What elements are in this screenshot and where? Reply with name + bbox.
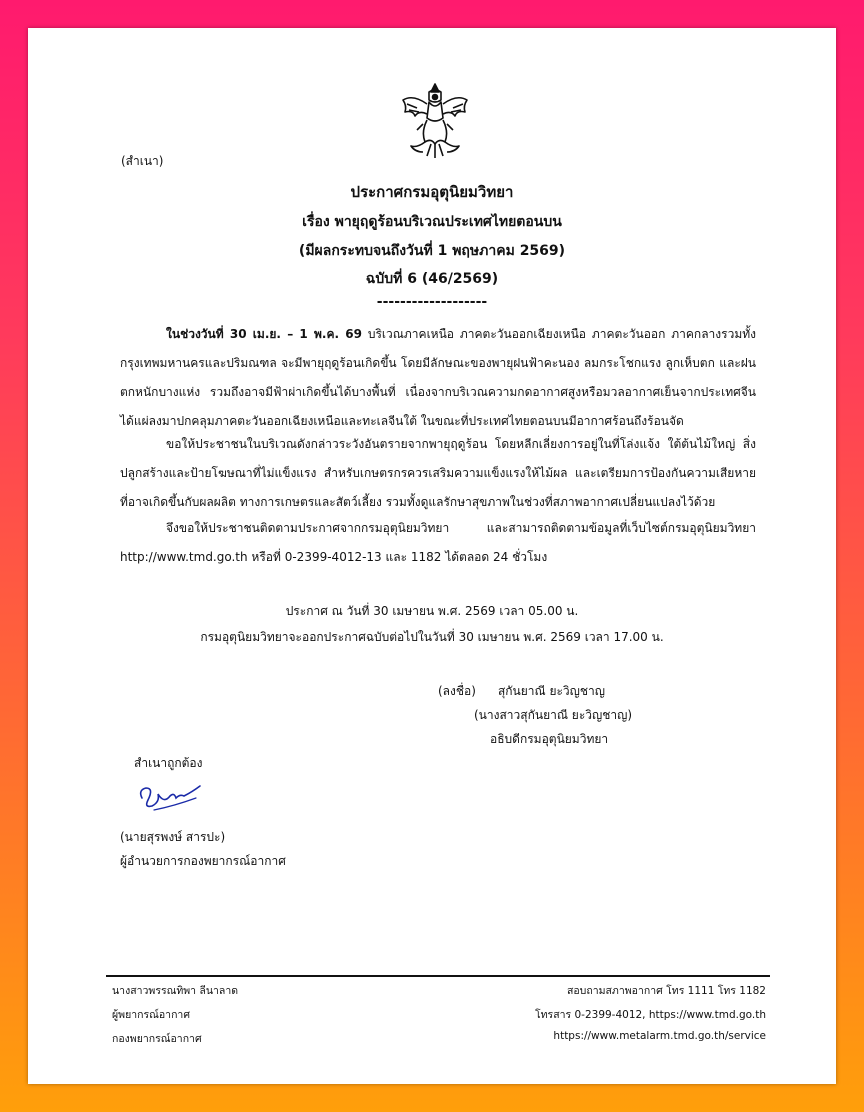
paragraph-advice [120, 430, 756, 517]
forecast-text: บริเวณภาคเหนือ ภาคตะวันออกเฉียงเหนือ ภาคตะวันออก ภาคกลางรวมทั้งกรุงเทพมหานครและปริมณฑล จะมีพายุฤดูร้อนเกิดขึ้น โดยมีลักษณะของพายุฝนฟ้าคะนอง ลมกระโชกแรง ลูกเห็บตก และฝนตกหนักบางแห่ง รวมถึงอาจมีฟ้าผ่าเกิดขึ้นได้บางพื้นที่ เนื่องจากบริเวณความกดอากาศสูงหรือมวลอากาศเย็นจากประเทศจีนได้แผ่ลงมาปกคลุมภาคตะวันออกเฉียงเหนือและทะเลจีนใต้ ในขณะที่ประเทศไทยตอนบนมีอากาศร้อนถึงร้อนจัด [120, 327, 757, 428]
certify-label: สำเนาถูกต้อง [134, 756, 203, 770]
footer-author-dept: กองพยากรณ์อากาศ [112, 1033, 202, 1045]
certifier-name: (นายสุรพงษ์ สารปะ) [120, 830, 226, 844]
certifier-position: ผู้อำนวยการกองพยากรณ์อากาศ [120, 854, 286, 868]
advice-text: ขอให้ประชาชนในบริเวณดังกล่าวระวังอันตรายจากพายุฤดูร้อน โดยหลีกเลี่ยงการอยู่ในที่โล่งแจ้ง ใต้ต้นไม้ใหญ่ สิ่งปลูกสร้างและป้ายโฆษณาที่ไม่แข็งแรง สำหรับเกษตรกรควรเสริมความแข็งแรงให้ไม้ผล และเตรียมการป้องกันความเสียหายที่อาจเกิดขึ้นกับผลผลิต ทางการเกษตรและสัตว์เลี้ยง รวมทั้งดูแลรักษาสุขภาพในช่วงที่สภาพอากาศเปลี่ยนแปลงไว้ด้วย [120, 437, 756, 509]
effect-period: (มีผลกระทบจนถึงวันที่ 1 พฤษภาคม 2569) [298, 243, 566, 259]
document-subject: เรื่อง พายุฤดูร้อนบริเวณประเทศไทยตอนบน [302, 214, 562, 230]
issue-number: ฉบับที่ 6 (46/2569) [365, 271, 499, 287]
footer-service-link[interactable]: https://www.metalarm.tmd.go.th/service [553, 1030, 766, 1042]
next-announcement: กรมอุตุนิยมวิทยาจะออกประกาศฉบับต่อไปในวันที่ 30 เมษายน พ.ศ. 2569 เวลา 17.00 น. [200, 630, 664, 644]
paragraph-forecast [120, 320, 756, 436]
footer-divider [106, 975, 770, 977]
announce-date: ประกาศ ณ วันที่ 30 เมษายน พ.ศ. 2569 เวลา 05.00 น. [285, 604, 579, 618]
forecast-period: ในช่วงวันที่ 30 เม.ย. – 1 พ.ค. 69 [166, 327, 362, 341]
signed-name: สุกันยาณี ยะวิญชาญ [497, 684, 605, 698]
contact-text: จึงขอให้ประชาชนติดตามประกาศจากกรมอุตุนิยมวิทยา และสามารถติดตามข้อมูลที่เว็บไซต์กรมอุตุนิยมวิทยา http://www.tmd.go.th หรือที่ 0-2399-4012-13 และ 1182 ได้ตลอด 24 ชั่วโมง [120, 521, 756, 564]
footer-fax-web: โทรสาร 0-2399-4012, https://www.tmd.go.th [535, 1009, 766, 1021]
copy-label: (สำเนา) [121, 154, 164, 168]
footer-author: นางสาวพรรณทิพา ลีนาลาด [112, 985, 239, 997]
signatory-position: อธิบดีกรมอุตุนิยมวิทยา [490, 732, 609, 746]
signatory-full-name: (นางสาวสุกันยาณี ยะวิญชาญ) [474, 708, 633, 722]
footer-author-role: ผู้พยากรณ์อากาศ [112, 1009, 190, 1021]
title-divider: ------------------- [376, 294, 488, 310]
paragraph-contact [120, 514, 756, 572]
garuda-emblem-icon [397, 80, 473, 162]
document-page [28, 28, 836, 1084]
handwritten-signature-icon [134, 776, 208, 816]
signed-label: (ลงชื่อ) [438, 684, 476, 698]
footer-phone: สอบถามสภาพอากาศ โทร 1111 โทร 1182 [566, 985, 766, 997]
signature-line [438, 682, 605, 701]
document-title: ประกาศกรมอุตุนิยมวิทยา [350, 183, 514, 201]
